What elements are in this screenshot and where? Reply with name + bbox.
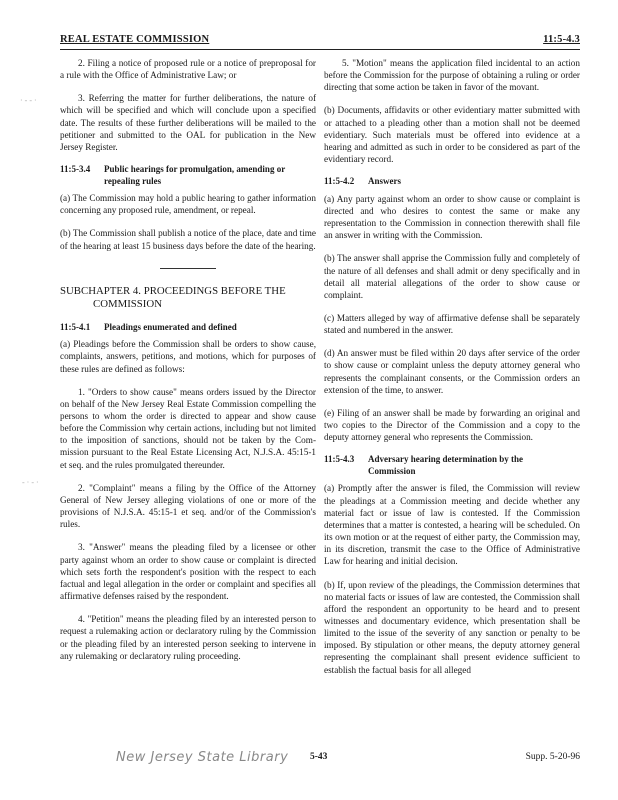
separator <box>160 268 216 269</box>
paragraph: (b) The answer shall apprise the Commission fully and completely of the nature of all defenses and shall admit or deny specifically and in detail all material allegations of the order to show cause or complaint. <box>324 253 580 300</box>
paragraph: (e) Filing of an answer shall be made by forwarding an original and two copies to the Director of the Commission and a copy to the deputy attorney general who represents the Commission. <box>324 407 580 443</box>
paragraph: (a) Pleadings before the Commission shall be orders to show cause, complaints, answers, petitions, and motions, which for purposes of these rules are defined as follows: <box>60 339 316 374</box>
section-title: Public hearings for promulgation, amending or <box>104 164 286 175</box>
section-title: Answers <box>368 176 401 187</box>
margin-mark: · - - · <box>20 96 37 105</box>
section-title: Pleadings enumerated and defined <box>104 321 237 332</box>
paragraph: 3. "Answer" means the pleading filed by a licensee or other party against whom an order to show cause or complaint is directed which sets forth the respondent's position with the respect to each factual and legal allegation in the order or complaint and specifies all affirmative defenses raised by the respondent. <box>60 542 316 602</box>
section-heading <box>60 322 316 334</box>
section-heading <box>324 176 580 188</box>
paragraph: (b) If, upon review of the pleadings, the Commission determines that no material facts or issues of law are contested, the Commission shall afford the respondent an opportunity to be heard and to present witnesses and documentary evidence, which presentation shall be limited to the issue of the severity of any sanction or penalty to be imposed. By stipulation or other means, the deputy attorney general representing the complainant shall present evidence sufficient to establish the factual basis for all alleged <box>324 579 580 675</box>
paragraph: 4. "Petition" means the pleading filed by an interested person to request a rulemaking action or declaratory ruling by the Commission or the pleading filed by an interested person seeking to intervene in any rulemaking or declaratory ruling proceeding. <box>60 614 316 661</box>
section-heading <box>324 454 580 477</box>
margin-mark: - · - · <box>22 478 39 487</box>
paragraph: (b) The Commission shall publish a notice of the place, date and time of the hearing at least 15 business days before the date of the hearing. <box>60 228 316 251</box>
paragraph: (c) Matters alleged by way of affirmative defense shall be separately stated and numbered in the answer. <box>324 313 580 336</box>
paragraph: 5. "Motion" means the application filed incidental to an action before the Commission for the purpose of obtaining a ruling or order directing that some action be taken in favor of the movant. <box>324 58 580 93</box>
header-section: 11:5-4.3 <box>543 34 580 45</box>
section-heading <box>60 164 316 187</box>
section-number: 11:5-4.3 <box>324 454 355 465</box>
paragraph: 2. "Complaint" means a filing by the Office of the Attorney General of New Jersey alleging violations of one or more of the provisions of N.J.S.A. 45:15-1 et seq. and/or of the Commission's rules. <box>60 482 316 530</box>
page-footer <box>60 752 580 772</box>
paragraph: (a) Promptly after the answer is filed, the Commission will review the pleadings at a Commission meeting and decide whether any material fact or issue of law is contested. If the Commission determines that a matter is contested, a hearing will be scheduled. On its own motion or at the request of either party, the Commission may, in its discretion, transmit the case to the Office of Administrative Law for hearing and initial decision. <box>324 483 580 567</box>
section-number: 11:5-4.2 <box>324 176 355 187</box>
section-title-cont: repealing rules <box>104 175 162 186</box>
paragraph: (d) An answer must be filed within 20 days after service of the order to show cause or complaint unless the deputy attorney general who represents the complainant consents, or the Commission orders an extension of the time, to answer. <box>324 348 580 395</box>
subchapter-title-cont: COMMISSION <box>93 297 162 310</box>
header-rule <box>60 49 580 50</box>
paragraph: 1. "Orders to show cause" means orders issued by the Director on behalf of the New Jersey Real Estate Commission compelling the persons to whom the order is directed to appear and show cause before the Commission why certain actions, including but not limited to the imposition of sanctions, should not be taken by the Commission pursuant to the Real Estate Licensing Act, N.J.S.A. 45:15-1 et seq. and the rules promulgated thereunder. <box>60 386 316 470</box>
section-number: 11:5-4.1 <box>60 321 91 332</box>
subchapter-title: SUBCHAPTER 4. PROCEEDINGS BEFORE THE <box>60 284 286 297</box>
paragraph: (b) Documents, affidavits or other evidentiary matter submitted with or attached to a pleading other than a motion shall not be deemed evidentiary. Such materials must be offered into evidence at a hearing and admitted as such in order to be considered as part of the evidentiary record. <box>324 105 580 165</box>
paragraph: (a) The Commission may hold a public hearing to gather information concerning any proposed rule, amendment, or repeal. <box>60 193 316 216</box>
right-column <box>324 57 580 687</box>
left-column <box>60 57 316 673</box>
paragraph: 2. Filing a notice of proposed rule or a notice of preproposal for a rule with the Office of Administrative Law; or <box>60 58 316 81</box>
paragraph: (a) Any party against whom an order to show cause or complaint is directed and who desires to contest the same or make any representation to the Commission in connection therewith shall file an answer in writing with the Commission. <box>324 193 580 241</box>
subchapter-heading <box>60 285 316 311</box>
page-number: 5-43 <box>310 752 328 762</box>
library-watermark: New Jersey State Library <box>116 750 289 765</box>
paragraph: 3. Referring the matter for further deliberations, the nature of which will be specified and which will conclude upon a specified date. The results of these further deliberations will be mailed to the petitioner and submitted to the OAL for publication in the New Jersey Register. <box>60 93 316 152</box>
header-title: REAL ESTATE COMMISSION <box>60 34 210 45</box>
running-header <box>60 34 580 50</box>
section-number: 11:5-3.4 <box>60 164 91 175</box>
supplement-date: Supp. 5-20-96 <box>525 752 580 762</box>
section-title: Adversary hearing determination by the <box>368 454 523 465</box>
section-title-cont: Commission <box>368 465 416 476</box>
